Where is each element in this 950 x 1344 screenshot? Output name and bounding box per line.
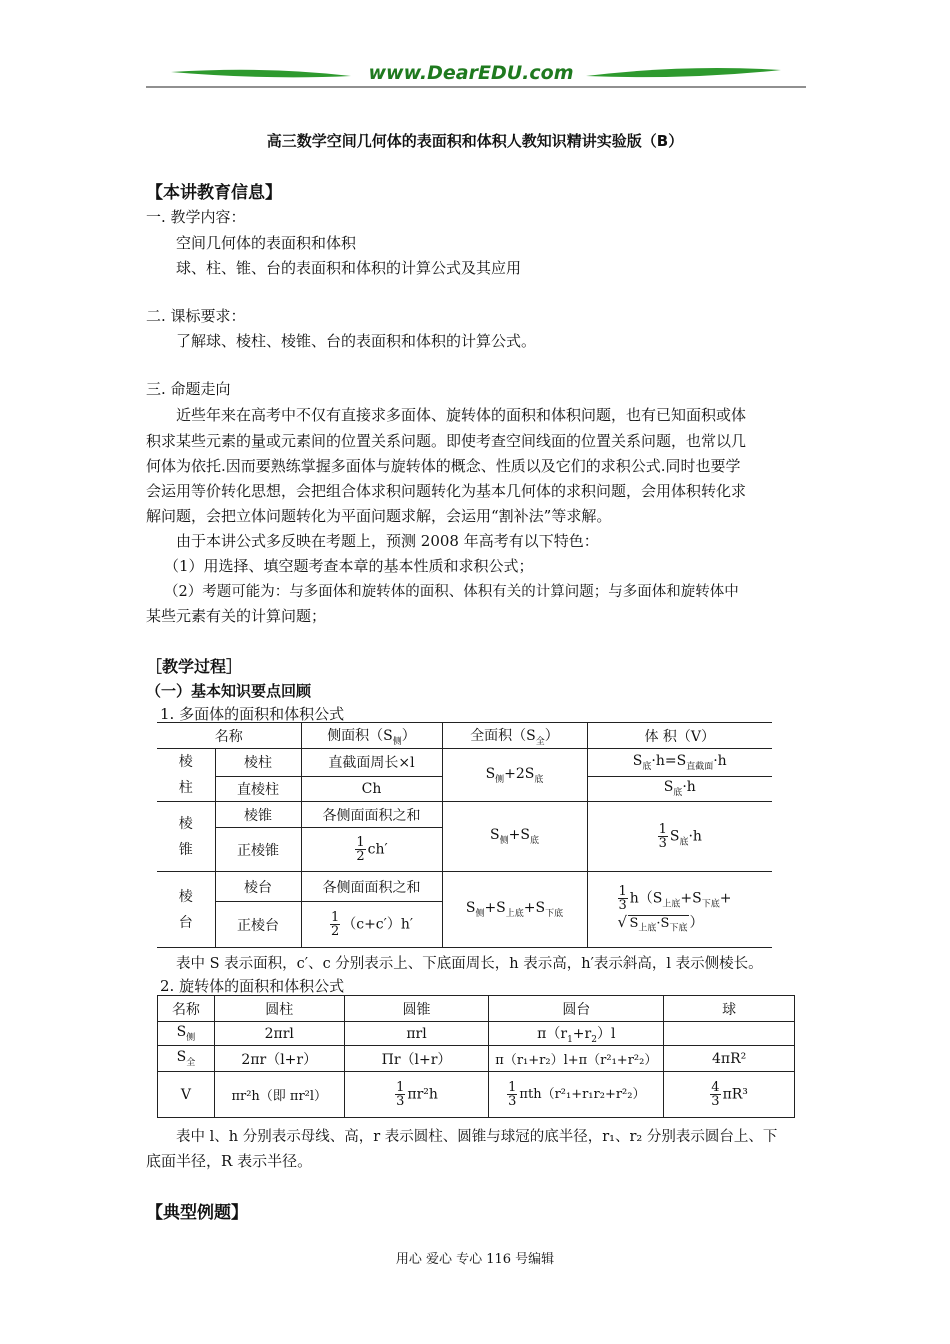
t2-vol-cylinder: πr²h（即 πr²l）: [214, 1072, 344, 1118]
t2-full-frustum: π（r₁+r₂）l+π（r²₁+r²₂）: [489, 1046, 664, 1072]
t2-full-cylinder: 2πr（l+r）: [214, 1046, 344, 1072]
section-heading-process: ［教学过程］: [146, 657, 243, 676]
t2-header-cylinder: 圆柱: [214, 996, 344, 1022]
t2-row-volume-label: V: [158, 1072, 215, 1118]
table1-caption: 1. 多面体的面积和体积公式: [160, 705, 345, 723]
t2-row-full-label: $S_全$: [158, 1046, 215, 1072]
text-trend-8: （2）考题可能为：与多面体和旋转体的面积、体积有关的计算问题；与多面体和旋转体中: [164, 584, 739, 600]
text-content-2: 球、柱、锥、台的表面积和体积的计算公式及其应用: [176, 259, 522, 277]
col-header-name: 名称: [157, 723, 301, 749]
t2-vol-cone: $\frac{1}{3}$ πr²h: [344, 1072, 489, 1118]
label-trend: 三. 命题走向: [146, 380, 231, 398]
t2-vol-sphere: $\frac{4}{3}$ πR³: [664, 1072, 795, 1118]
t2-header-cone: 圆锥: [344, 996, 489, 1022]
page-title: 高三数学空间几何体的表面积和体积人教知识精讲实验版（B）: [266, 132, 684, 150]
group-frustum: 棱 台: [157, 872, 215, 948]
t2-header-name: 名称: [158, 996, 215, 1022]
sub-heading-review: （一）基本知识要点回顾: [146, 682, 312, 700]
row-side-regular-frustum: $\frac{1}{2}$ （c+c′）h′: [301, 902, 442, 948]
row-vol-pyramid: $\frac{1}{3}$ $S_底\cdot h$: [587, 802, 772, 872]
row-vol-frustum: $\frac{1}{3}$ $h(S_{上底}+S_{下底}+$ √ $S_{上底}\cdot S_{下底}$ ）: [587, 872, 772, 948]
row-side-regular-pyramid: $\frac{1}{2}$ ch′: [301, 828, 442, 872]
row-name-regular-pyramid: 正棱锥: [215, 828, 301, 872]
row-name-frustum: 棱台: [215, 872, 301, 902]
t2-header-frustum: 圆台: [489, 996, 664, 1022]
group-prism: 棱 柱: [157, 749, 215, 802]
text-standards: 了解球、棱柱、棱锥、台的表面积和体积的计算公式。: [176, 332, 537, 350]
t2-side-cone: πrl: [344, 1022, 489, 1046]
t2-full-sphere: 4πR²: [664, 1046, 795, 1072]
t2-vol-frustum: $\frac{1}{3}$ πth（r²₁+r₁r₂+r²₂）: [489, 1072, 664, 1118]
row-full-prism: $S_侧+2S_底$: [442, 749, 587, 802]
row-side-frustum: 各侧面面积之和: [301, 872, 442, 902]
row-name-regular-frustum: 正棱台: [215, 902, 301, 948]
label-standards: 二. 课标要求：: [146, 307, 246, 325]
table2-caption: 2. 旋转体的面积和体积公式: [160, 977, 345, 995]
t2-side-sphere: [664, 1022, 795, 1046]
t2-side-cylinder: 2πrl: [214, 1022, 344, 1046]
text-trend-6: 由于本讲公式多反映在考题上，预测 2008 年高考有以下特色：: [176, 532, 599, 550]
row-vol-prism: $S_底\cdot h=S_{直截面}\cdot h$: [587, 749, 772, 777]
col-header-volume: 体 积（V）: [587, 723, 772, 749]
t2-row-side-label: $S_侧$: [158, 1022, 215, 1046]
t2-full-cone: Πr（l+r）: [344, 1046, 489, 1072]
text-trend-5: 解问题，会把立体问题转化为平面问题求解，会运用“割补法”等求解。: [146, 507, 612, 525]
section-heading-info: 【本讲教育信息】: [146, 183, 282, 203]
header-logo: [146, 62, 806, 90]
logo-text: www.DearEDU.com: [368, 62, 574, 84]
row-side-prism: 直截面周长×l: [301, 749, 442, 777]
row-vol-right-prism: $S_底\cdot h$: [587, 776, 772, 801]
table2-note-1: 表中 l、h 分别表示母线、高，r 表示圆柱、圆锥与球冠的底半径，r₁、r₂ 分别表示圆台上、下: [176, 1129, 778, 1145]
text-trend-2: 积求某些元素的量或元素间的位置关系问题。即使考查空间线面的位置关系问题，也常以几: [146, 432, 747, 450]
group-pyramid: 棱 锥: [157, 802, 215, 872]
t2-side-frustum: $\pi(r_1+r_2)l$: [489, 1022, 664, 1046]
col-header-side: 侧面积$(S_侧)$: [301, 723, 442, 749]
row-full-frustum: $S_侧+S_{上底}+S_{下底}$: [442, 872, 587, 948]
polyhedron-formula-table: [157, 722, 772, 948]
text-content-1: 空间几何体的表面积和体积: [176, 234, 357, 252]
page-footer: 用心 爱心 专心 116 号编辑: [395, 1252, 555, 1267]
row-side-right-prism: Ch: [301, 776, 442, 801]
t2-header-sphere: 球: [664, 996, 795, 1022]
rotation-body-formula-table: [157, 995, 795, 1118]
text-trend-3: 何体为依托.因而要熟练掌握多面体与旋转体的概念、性质以及它们的求积公式.同时也要学: [146, 457, 741, 475]
section-heading-examples: 【典型例题】: [146, 1203, 248, 1223]
row-name-pyramid: 棱锥: [215, 802, 301, 828]
col-header-full: 全面积$(S_全)$: [442, 723, 587, 749]
row-name-right-prism: 直棱柱: [215, 776, 301, 801]
label-teaching-content: 一. 教学内容：: [146, 208, 246, 226]
text-trend-7: （1）用选择、填空题考查本章的基本性质和求积公式；: [164, 557, 534, 575]
table2-note-2: 底面半径，R 表示半径。: [146, 1152, 313, 1170]
row-name-prism: 棱柱: [215, 749, 301, 777]
table1-note: 表中 S 表示面积，c′、c 分别表示上、下底面周长，h 表示高，h′表示斜高，l 表示侧棱长。: [176, 956, 763, 972]
text-trend-1: 近些年来在高考中不仅有直接求多面体、旋转体的面积和体积问题，也有已知面积或体: [176, 406, 747, 424]
row-side-pyramid: 各侧面面积之和: [301, 802, 442, 828]
row-full-pyramid: $S_侧+S_底$: [442, 802, 587, 872]
text-trend-4: 会运用等价转化思想，会把组合体求积问题转化为基本几何体的求积问题，会用体积转化求: [146, 482, 747, 500]
text-trend-9: 某些元素有关的计算问题；: [146, 607, 327, 625]
